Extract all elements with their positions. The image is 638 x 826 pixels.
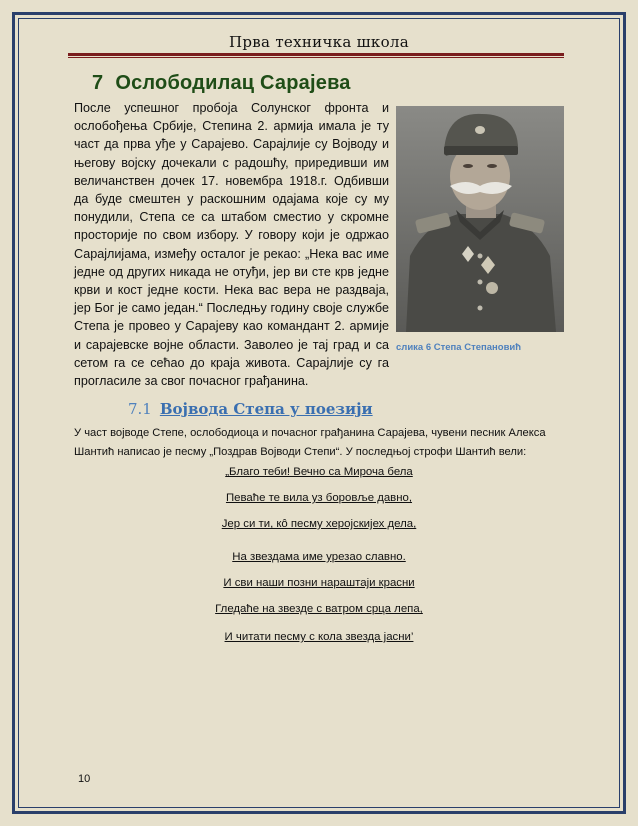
poem-line: „Благо теби! Вечно са Мироча бела bbox=[225, 466, 413, 478]
page-number: 10 bbox=[78, 773, 91, 785]
subsection-heading bbox=[128, 400, 373, 418]
portrait-image bbox=[396, 106, 564, 332]
poem-line: Јер си ти, кô песму херојскијех дела, bbox=[221, 518, 417, 530]
header-title: Прва техничка школа bbox=[229, 33, 409, 51]
intro-paragraph: После успешног пробоја Солунског фронта и ослобођења Србије, Степина 2. армија имала је ту част да прва уђе у Сарајево. Сарајлије су Војводу и његову војску дочекали с радошћу, приредивши им величанствен дочек 17. новембра 1918.г. Одбивши да буде смештен у раскошним одајама које су му понудили, Степа се са штабом сместио у скромне просторије по свом избору. У говору који је одржао Сарајлијама, између осталог је рекао: „Нека вас име једне од других никада не отуђи, јер ви сте крв једне крви и кост једне кости. Нека вас вера не раздваја, јер Бог је само један.“ Последњу годину своје службе Степа је провео у Сарајеву као командант 2. армије и сарајевске војне области. Заволео је тај град и са сетом га се сећао до краја живота. Сарајлије су га прогласиле за свог почасног грађанина. bbox=[74, 101, 389, 389]
poem-line: И сви наши позни нараштаји красни bbox=[223, 577, 415, 589]
chapter-title: Ослободилац Сарајева bbox=[115, 72, 351, 94]
poem-line: Певаће те вила уз боровље давно, bbox=[225, 492, 413, 504]
chapter-number: 7 bbox=[92, 72, 104, 94]
subsection-number: 7.1 bbox=[128, 400, 152, 418]
figure-caption: слика 6 Степа Степановић bbox=[396, 342, 522, 353]
header-rule bbox=[68, 53, 564, 56]
poem-line: Гледаће на звезде с ватром срца лепа, bbox=[215, 603, 423, 615]
portrait-photo bbox=[396, 106, 564, 332]
poem-line: И читати песму с кола звезда јасни’ bbox=[224, 631, 414, 643]
subsection-title[interactable]: Војвода Степа у поезији bbox=[159, 400, 373, 418]
body-paragraph: У част војводе Степе, ослободиоца и почасног грађанина Сарајева, чувени песник Алекса Шантић написао је песму „Поздрав Војводи Степи“. У последњој строфи Шантић вели: bbox=[74, 427, 546, 458]
poem-line: На звездама име урезао славно. bbox=[232, 551, 406, 563]
header-rule-thin bbox=[68, 57, 564, 58]
chapter-heading bbox=[92, 72, 351, 95]
